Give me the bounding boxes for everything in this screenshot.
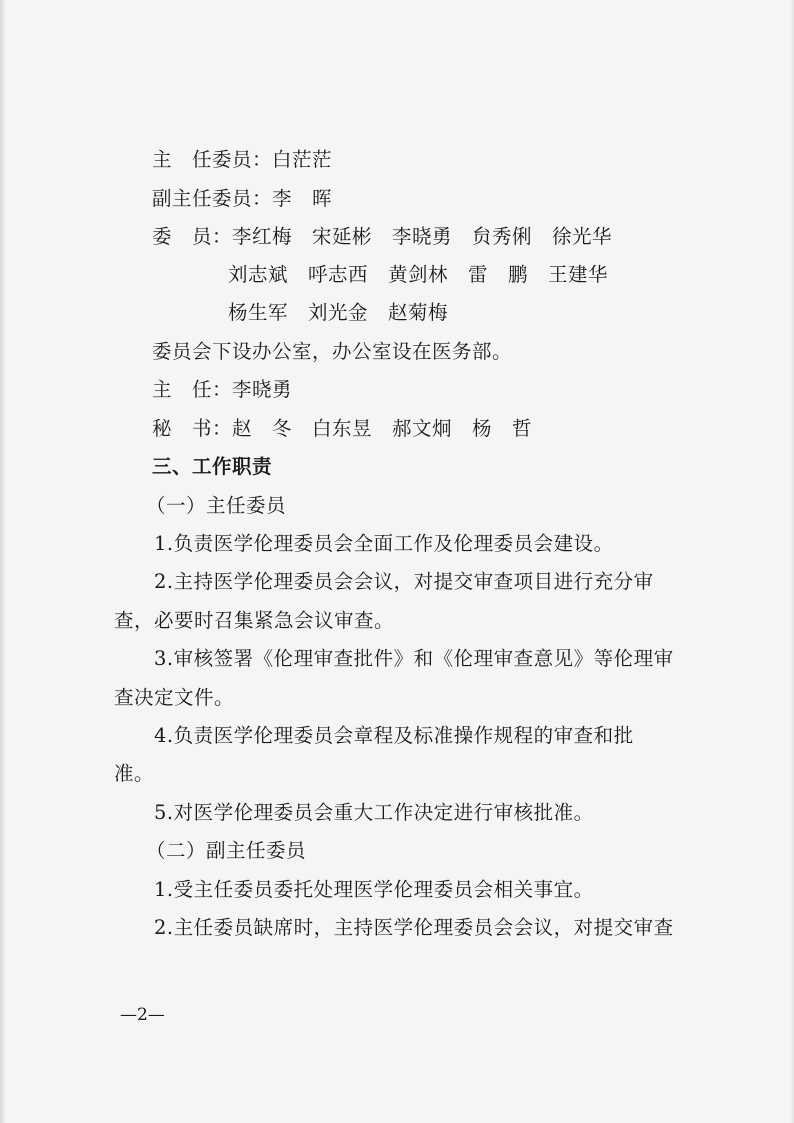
- duty-2-1: 1.受主任委员委托处理医学伦理委员会相关事宜。: [154, 878, 594, 901]
- members-line-3: 杨生军 刘光金 赵菊梅: [228, 301, 449, 324]
- chair-line: 主 任委员：白茫茫: [152, 148, 333, 171]
- subsection-heading-2: （二）副主任委员: [146, 839, 307, 862]
- duty-1-2: 2.主持医学伦理委员会会议，对提交审查项目进行充分审: [154, 570, 654, 593]
- members-line-2: 刘志斌 呼志西 黄剑林 雷 鹏 王建华: [228, 263, 609, 286]
- section-heading: 三、工作职责: [152, 455, 273, 478]
- scan-edge-left: [0, 0, 6, 1123]
- page-number: —2—: [120, 1005, 165, 1025]
- secretary-line: 秘 书：赵 冬 白东昱 郝文炯 杨 哲: [152, 417, 533, 440]
- office-director-line: 主 任：李晓勇: [152, 378, 293, 401]
- subsection-heading-1: （一）主任委员: [146, 494, 287, 517]
- duty-1-3: 3.审核签署《伦理审查批件》和《伦理审查意见》等伦理审: [154, 647, 674, 670]
- duty-1-2-cont: 查，必要时召集紧急会议审查。: [114, 609, 395, 632]
- duty-2-2: 2.主任委员缺席时，主持医学伦理委员会会议，对提交审查: [154, 916, 674, 939]
- duty-1-4-cont: 准。: [114, 762, 155, 785]
- office-line: 委员会下设办公室，办公室设在医务部。: [152, 340, 513, 363]
- duty-1-3-cont: 查决定文件。: [114, 686, 235, 709]
- scan-edge-right: [790, 0, 794, 1123]
- duty-1-1: 1.负责医学伦理委员会全面工作及伦理委员会建设。: [154, 532, 614, 555]
- duty-1-5: 5.对医学伦理委员会重大工作决定进行审核批准。: [154, 801, 594, 824]
- members-line-1: 委 员：李红梅 宋延彬 李晓勇 贠秀俐 徐光华: [152, 225, 613, 248]
- duty-1-4: 4.负责医学伦理委员会章程及标准操作规程的审查和批: [154, 724, 634, 747]
- vice-chair-line: 副主任委员：李 晖: [152, 187, 333, 210]
